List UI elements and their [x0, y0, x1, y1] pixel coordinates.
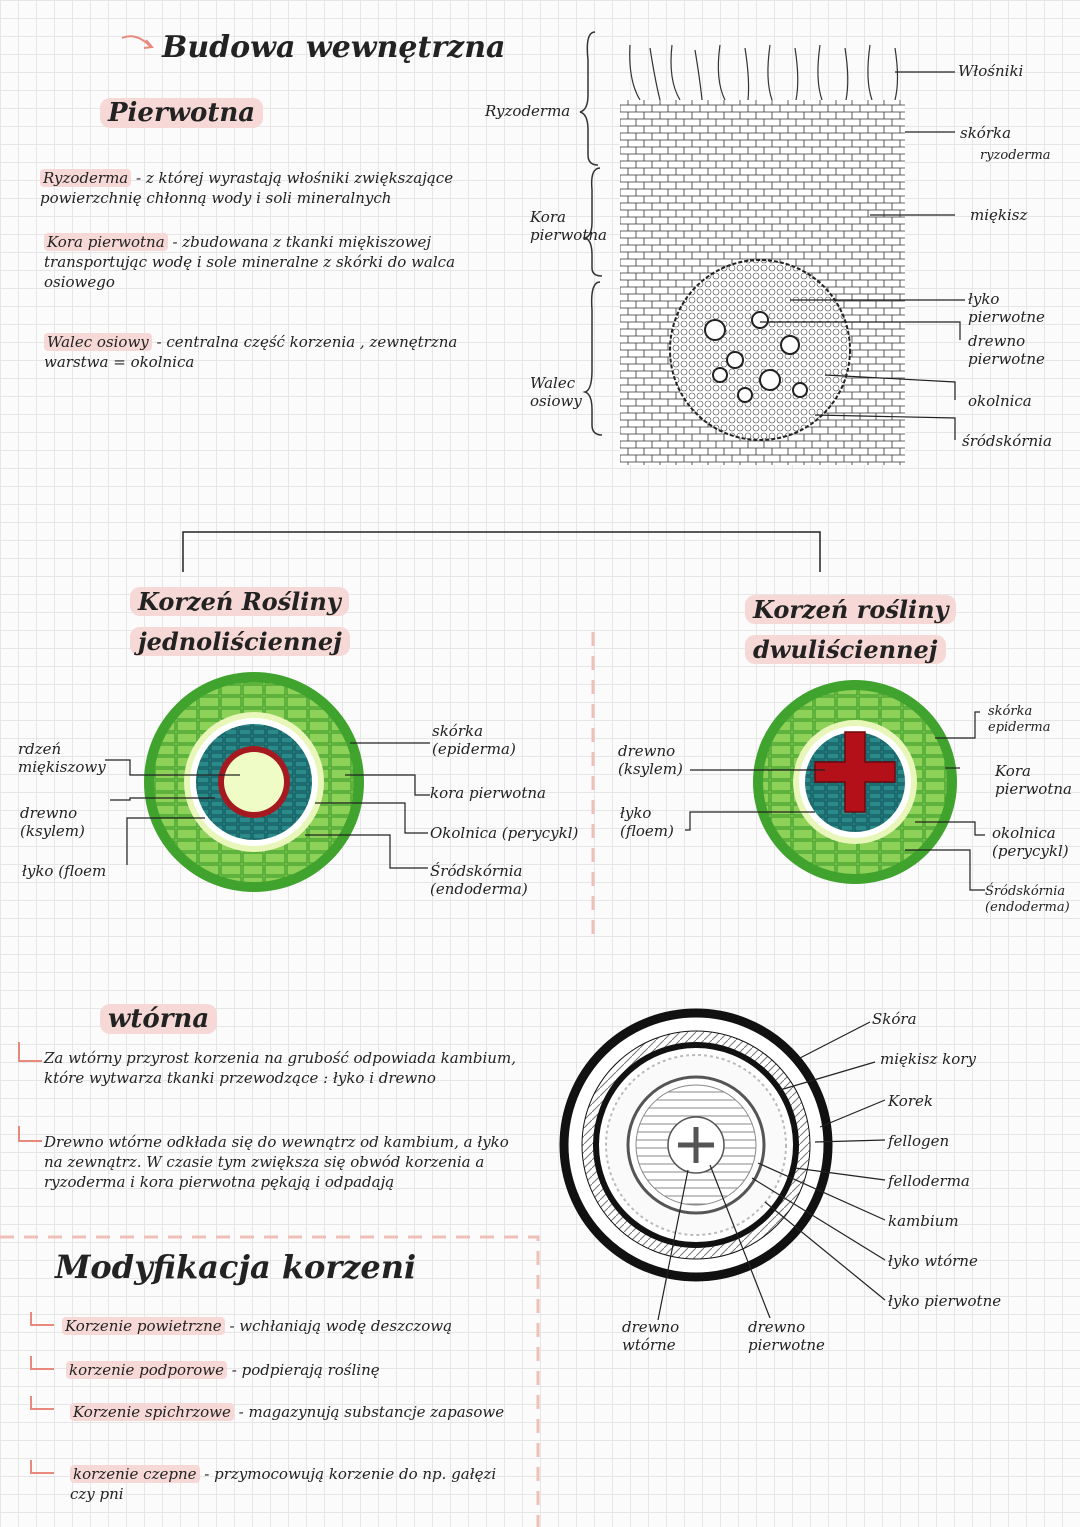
- dicot-label-okolnica: okolnica (perycykl): [992, 824, 1069, 860]
- sec-label-lyko-pierwotne: łyko pierwotne: [888, 1292, 1002, 1310]
- secondary-note-2: Drewno wtórne odkłada się do wewnątrz od kambium, a łyko na zewnątrz. W czasie tym zwiększa się obwód korzenia a ryzoderma i kora pierwotna pękają i odpadają: [44, 1133, 509, 1191]
- mono-label-lyko: łyko (floem: [22, 862, 107, 880]
- label-skorka: skórka: [960, 124, 1012, 142]
- secondary-diagram: [564, 1013, 828, 1277]
- sec-label-miekisz-kory: miękisz kory: [880, 1050, 976, 1068]
- label-miekisz: miękisz: [970, 206, 1028, 224]
- mono-label-okolnica: Okolnica (perycykl): [430, 824, 579, 842]
- mono-label-srodskornia: Śródskórnia (endoderma): [430, 862, 528, 898]
- label-ryzoderma: ryzoderma: [980, 148, 1051, 163]
- sec-label-kambium: kambium: [888, 1212, 959, 1230]
- sec-label-korek: Korek: [888, 1092, 933, 1110]
- sec-label-drewno-wtorne: drewno wtórne: [622, 1318, 680, 1354]
- note-arrow-2: [18, 1126, 42, 1142]
- note-walec: Walec osiowy - centralna część korzenia , zewnętrzna warstwa = okolnica: [44, 333, 458, 371]
- section-title-primary: Pierwotna: [100, 98, 263, 128]
- mod-item-1: Korzenie powietrzne - wchłaniają wodę deszczową: [62, 1316, 532, 1336]
- mono-label-rdzen: rdzeń miękiszowy: [18, 740, 106, 776]
- monocot-diagram: [144, 672, 364, 892]
- sec-label-fellogen: fellogen: [888, 1132, 950, 1150]
- mod-arrow-2: [30, 1356, 54, 1370]
- sec-label-skora: Skóra: [872, 1010, 917, 1028]
- section-title-secondary: wtórna: [100, 1004, 217, 1034]
- label-srodskornia: śródskórnia: [962, 432, 1052, 450]
- mod-item-2: korzenie podporowe - podpierają roślinę: [66, 1360, 526, 1380]
- sec-label-lyko-wtorne: łyko wtórne: [888, 1252, 978, 1270]
- dicot-label-lyko: łyko (floem): [620, 804, 674, 840]
- label-lyko-pierwotne: łyko pierwotne: [968, 290, 1045, 326]
- dicot-label-skorka: skórka epiderma: [988, 704, 1051, 735]
- monocot-title: Korzeń Rośliny jednoliściennej: [130, 582, 350, 662]
- mono-label-kora: kora pierwotna: [430, 784, 546, 802]
- sec-label-drewno-pierwotne: drewno pierwotne: [748, 1318, 825, 1354]
- note-arrow-1: [18, 1042, 42, 1062]
- dicot-label-kora: Kora pierwotna: [995, 762, 1072, 798]
- label-okolnica: okolnica: [968, 392, 1032, 410]
- label-drewno-pierwotne: drewno pierwotne: [968, 332, 1045, 368]
- bracket-label-ryzoderma: Ryzoderma: [485, 102, 571, 120]
- mono-label-drewno: drewno (ksylem): [20, 804, 85, 840]
- mono-label-skorka: skórka (epiderma): [432, 722, 516, 758]
- secondary-note-1: Za wtórny przyrost korzenia na grubość odpowiada kambium, które wytwarza tkanki przewodzące : łyko i drewno: [44, 1049, 516, 1087]
- label-wlosniki: Włośniki: [958, 62, 1024, 80]
- modifications-title: Modyfikacja korzeni: [55, 1248, 417, 1286]
- mod-arrow-4: [30, 1460, 54, 1474]
- bracket-label-kora: Kora pierwotna: [530, 208, 607, 244]
- dicot-title: Korzeń rośliny dwuliściennej: [745, 590, 956, 670]
- sec-label-felloderma: felloderma: [888, 1172, 970, 1190]
- bracket-label-walec: Walec osiowy: [530, 374, 582, 410]
- note-ryzoderma: Ryzoderma - z której wyrastają włośniki zwiększające powierzchnię chłonną wody i soli mineralnych: [40, 169, 454, 207]
- root-hairs: [630, 45, 898, 100]
- mod-item-3: Korzenie spichrzowe - magazynują substancje zapasowe: [70, 1402, 520, 1422]
- page-title: Budowa wewnętrzna: [162, 30, 506, 65]
- note-kora: Kora pierwotna - zbudowana z tkanki miękiszowej transportując wodę i sole mineralne z skórki do walca osiowego: [44, 233, 456, 291]
- mod-item-4: korzenie czepne - przymocowują korzenie do np. gałęzi czy pni: [70, 1465, 497, 1503]
- dicot-label-srodskornia: Śródskórnia (endoderma): [985, 884, 1070, 915]
- mod-arrow-3: [30, 1396, 54, 1410]
- mod-arrow-1: [30, 1312, 54, 1326]
- dicot-diagram: [753, 680, 957, 884]
- dicot-label-drewno: drewno (ksylem): [618, 742, 683, 778]
